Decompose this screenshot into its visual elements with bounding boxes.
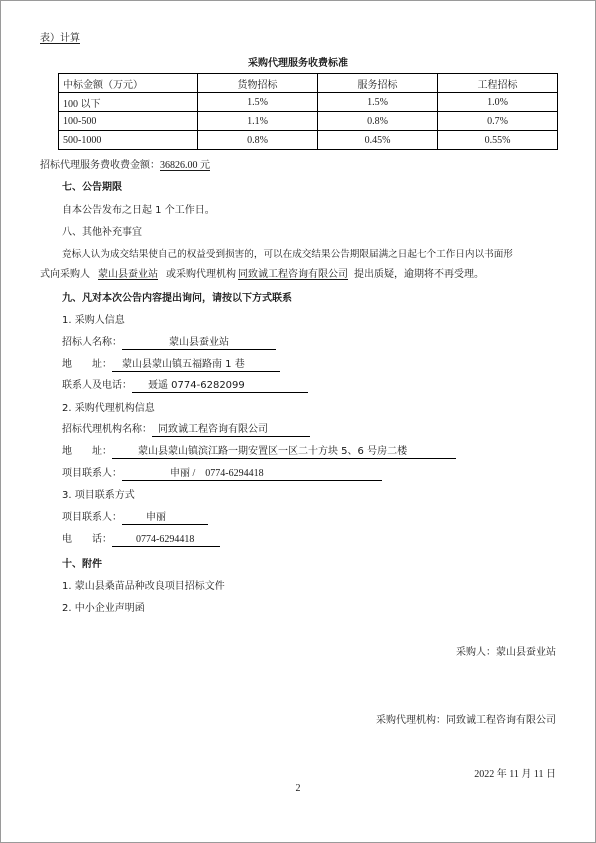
table-header-row: [59, 74, 558, 93]
project-phone: 0774-6294418: [112, 534, 220, 547]
table-cell: 1.5%: [198, 93, 318, 112]
field-label: 电 话：: [62, 534, 112, 545]
agency-title: 2. 采购代理机构信息: [62, 403, 155, 414]
section9-heading: 九、凡对本次公告内容提出询问，请按以下方式联系: [62, 293, 292, 304]
field-label: 招标代理机构名称：: [62, 424, 152, 435]
purchaser-contact-line: [62, 379, 308, 393]
purchaser-address: 蒙山县蒙山镇五福路南 1 巷: [112, 359, 280, 372]
column-header: 中标金额（万元）: [59, 74, 198, 93]
table-cell: 0.8%: [318, 112, 438, 131]
purchaser-addr-line: [62, 358, 280, 372]
purchaser-contact: 聂遥 0774-6282099: [132, 380, 308, 393]
section7-heading: 七、公告期限: [62, 182, 122, 193]
table-cell: 1.1%: [198, 112, 318, 131]
section7-text: 自本公告发布之日起 1 个工作日。: [62, 205, 215, 216]
signature-agency: 采购代理机构：同致诚工程咨询有限公司: [376, 715, 556, 726]
purchaser-title: 1. 采购人信息: [62, 315, 125, 326]
table-cell: 0.45%: [318, 131, 438, 150]
table-cell: 500-1000: [59, 131, 198, 150]
agency-address: 蒙山县蒙山镇滨江路一期安置区一区二十方块 5、6 号房二楼: [112, 446, 456, 459]
section8-text: 式向采购人: [40, 269, 90, 280]
top-fragment: 表）计算: [40, 33, 80, 44]
agency-contact: 申丽 / 0774-6294418: [122, 468, 382, 481]
section8-heading: 八、其他补充事宜: [62, 227, 142, 238]
section8-buyer: 蒙山县蚕业站: [98, 269, 158, 280]
field-label: 项目联系人：: [62, 512, 122, 523]
project-contact-line: [62, 511, 208, 525]
section8-text: 提出质疑，逾期将不再受理。: [354, 269, 484, 280]
signature-date: 2022 年 11 月 11 日: [474, 769, 556, 780]
purchaser-name: 蒙山县蚕业站: [122, 337, 276, 350]
table-cell: 0.8%: [198, 131, 318, 150]
table-cell: 0.7%: [438, 112, 558, 131]
section10-heading: 十、附件: [62, 559, 102, 570]
agency-name-line: [62, 423, 310, 437]
fee-amount-value: 36826.00 元: [160, 160, 210, 171]
purchaser-name-line: [62, 336, 276, 350]
table-cell: 0.55%: [438, 131, 558, 150]
field-label: 招标人名称：: [62, 337, 122, 348]
field-label: 联系人及电话：: [62, 380, 132, 391]
project-title: 3. 项目联系方式: [62, 490, 135, 501]
attachment-item: 2. 中小企业声明函: [62, 603, 145, 614]
column-header: 货物招标: [198, 74, 318, 93]
table-row: [59, 93, 558, 112]
fee-table-title: 采购代理服务收费标准: [248, 58, 348, 69]
field-label: 地 址：: [62, 446, 112, 457]
section8-agency: 同致诚工程咨询有限公司: [238, 269, 348, 280]
table-cell: 1.5%: [318, 93, 438, 112]
attachment-item: 1. 蒙山县桑苗品种改良项目招标文件: [62, 581, 225, 592]
fee-amount-label: 招标代理服务费收费金额：: [40, 160, 160, 171]
field-label: 地 址：: [62, 359, 112, 370]
table-cell: 1.0%: [438, 93, 558, 112]
agency-addr-line: [62, 445, 456, 459]
section8-line1: 竞标人认为成交结果使自己的权益受到损害的，可以在成交结果公告期限届满之日起七个工作日内以书面形: [62, 249, 513, 260]
agency-contact-line: [62, 467, 382, 481]
agency-name: 同致诚工程咨询有限公司: [152, 424, 310, 437]
fee-amount-line: [40, 159, 210, 172]
signature-buyer: 采购人：蒙山县蚕业站: [456, 647, 556, 658]
table-row: [59, 131, 558, 150]
section8-line2: [40, 268, 484, 281]
column-header: 工程招标: [438, 74, 558, 93]
page-number: 2: [295, 783, 301, 794]
project-contact: 申丽: [122, 512, 208, 525]
table-row: [59, 112, 558, 131]
section8-text: 或采购代理机构: [166, 269, 236, 280]
field-label: 项目联系人：: [62, 468, 122, 479]
column-header: 服务招标: [318, 74, 438, 93]
fee-table: [58, 73, 558, 150]
table-cell: 100 以下: [59, 93, 198, 112]
project-phone-line: [62, 533, 220, 547]
table-cell: 100-500: [59, 112, 198, 131]
